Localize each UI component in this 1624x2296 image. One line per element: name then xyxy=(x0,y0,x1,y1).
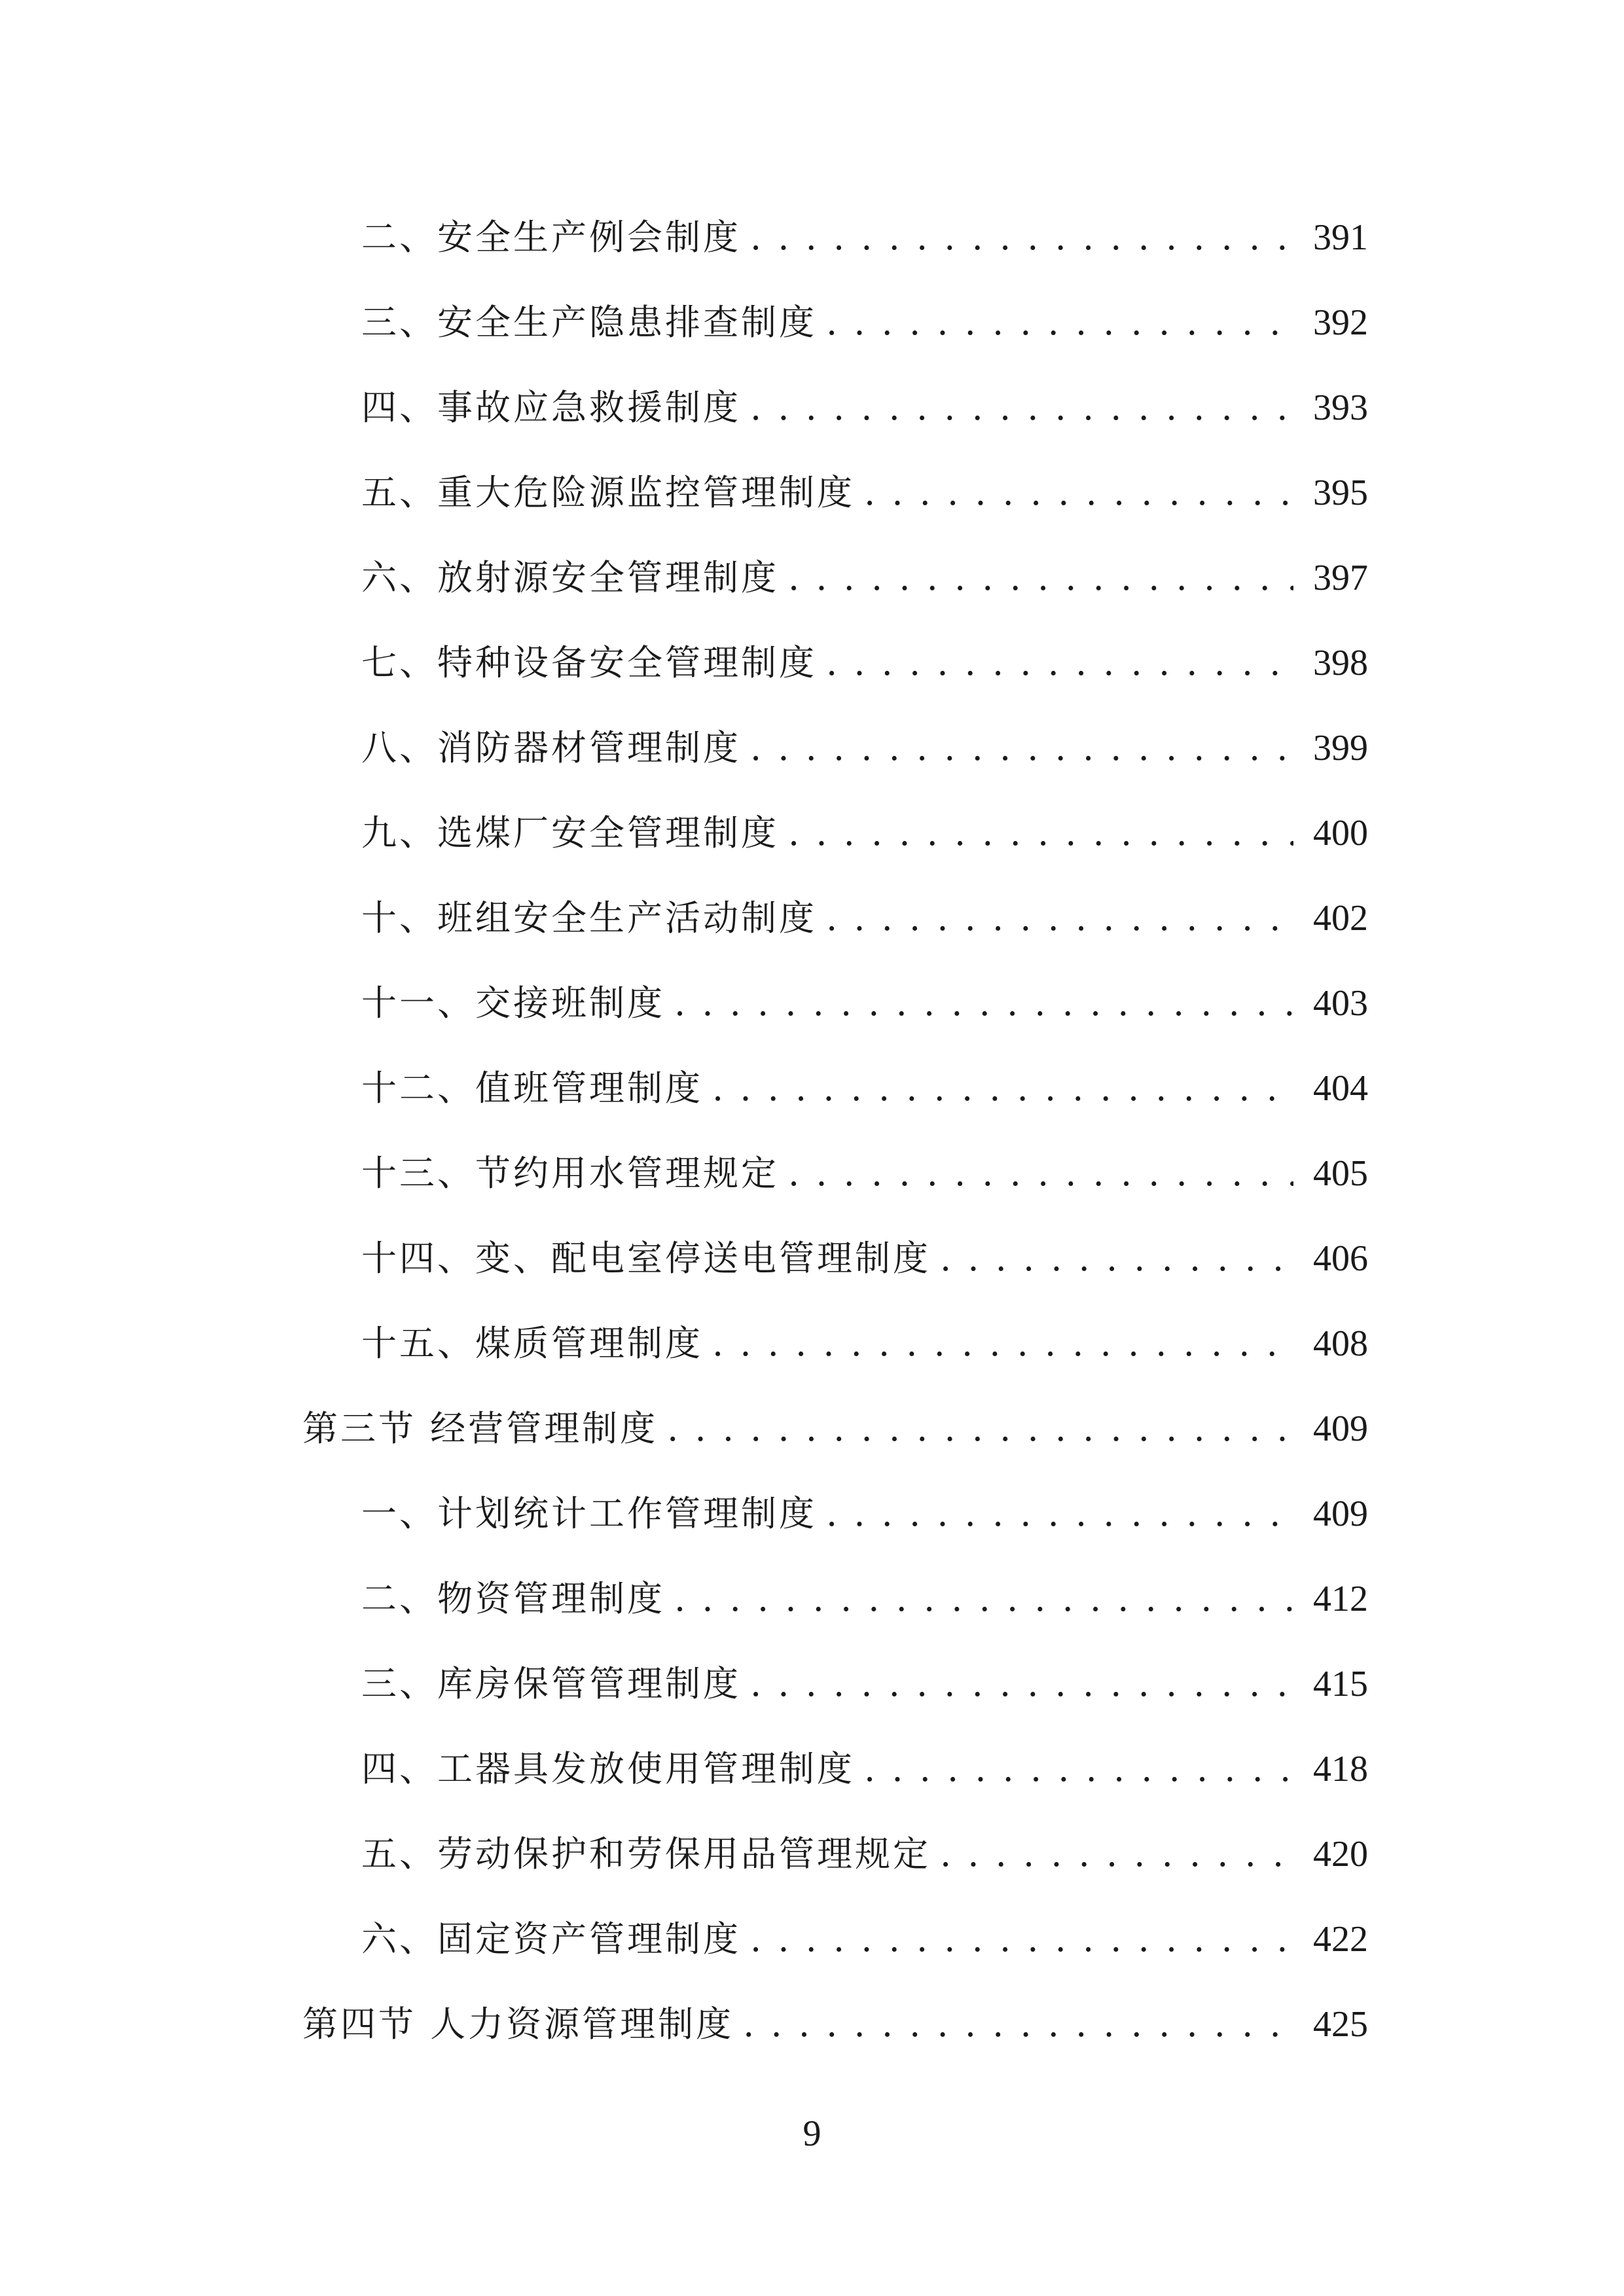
toc-entry-title: 九、选煤厂安全管理制度 xyxy=(361,812,779,853)
toc-entry-title: 三、库房保管管理制度 xyxy=(361,1663,741,1704)
toc-entry-page: 406 xyxy=(1313,1238,1368,1279)
toc-entry[interactable] xyxy=(361,460,1368,526)
toc-entry-page: 405 xyxy=(1313,1153,1368,1194)
toc-entry[interactable] xyxy=(361,1651,1368,1717)
toc-entry-page: 412 xyxy=(1313,1579,1368,1619)
toc-entry-page: 418 xyxy=(1313,1749,1368,1789)
toc-entry-title: 第三节 经营管理制度 xyxy=(302,1408,659,1449)
toc-leader-dots xyxy=(750,1651,1293,1717)
toc-entry[interactable] xyxy=(361,1566,1368,1632)
toc-entry-title: 十三、节约用水管理规定 xyxy=(361,1153,779,1194)
toc-entry-page: 420 xyxy=(1313,1834,1368,1874)
toc-entry-page: 400 xyxy=(1313,813,1368,853)
toc-entry-title: 四、工器具发放使用管理制度 xyxy=(361,1748,855,1789)
toc-entry-page: 415 xyxy=(1313,1664,1368,1704)
toc-entry-title: 二、物资管理制度 xyxy=(361,1578,665,1619)
toc-leader-dots xyxy=(940,1226,1293,1291)
toc-section-entry[interactable] xyxy=(302,1396,1368,1462)
toc-entry-title: 十五、煤质管理制度 xyxy=(361,1323,703,1364)
toc-leader-dots xyxy=(788,1141,1293,1206)
toc-entry-title: 三、安全生产隐患排查制度 xyxy=(361,302,817,343)
toc-entry[interactable] xyxy=(361,1736,1368,1802)
toc-leader-dots xyxy=(750,1907,1293,1972)
toc-leader-dots xyxy=(750,715,1293,781)
toc-entry-page: 422 xyxy=(1313,1919,1368,1960)
toc-entry-page: 397 xyxy=(1313,558,1368,598)
toc-entry-title: 四、事故应急救援制度 xyxy=(361,387,741,428)
page-number: 9 xyxy=(803,2113,821,2154)
toc-leader-dots xyxy=(788,545,1293,611)
toc-entry-title: 十二、值班管理制度 xyxy=(361,1067,703,1109)
toc-entry-page: 408 xyxy=(1313,1323,1368,1364)
toc-entry[interactable] xyxy=(361,630,1368,696)
toc-entry-title: 五、劳动保护和劳保用品管理规定 xyxy=(361,1833,931,1874)
toc-entry[interactable] xyxy=(361,375,1368,440)
toc-entry[interactable] xyxy=(361,1821,1368,1887)
toc-entry-page: 395 xyxy=(1313,473,1368,513)
toc-leader-dots xyxy=(674,1566,1293,1632)
toc-leader-dots xyxy=(674,971,1293,1036)
toc-leader-dots xyxy=(712,1056,1293,1121)
toc-entry[interactable] xyxy=(361,1141,1368,1206)
toc-leader-dots xyxy=(864,1736,1293,1802)
toc-entry-page: 404 xyxy=(1313,1068,1368,1109)
toc-leader-dots xyxy=(667,1396,1293,1462)
toc-entry-title: 七、特种设备安全管理制度 xyxy=(361,642,817,683)
toc-entry-page: 391 xyxy=(1313,217,1368,258)
toc-leader-dots xyxy=(826,886,1293,951)
toc-entry[interactable] xyxy=(361,715,1368,781)
toc-entry-page: 425 xyxy=(1313,2004,1368,2045)
toc-entry-title: 八、消防器材管理制度 xyxy=(361,727,741,768)
toc-entry[interactable] xyxy=(361,800,1368,866)
toc-entry-title: 十一、交接班制度 xyxy=(361,982,665,1024)
toc-entry[interactable] xyxy=(361,1907,1368,1972)
toc-entry-title: 十、班组安全生产活动制度 xyxy=(361,897,817,939)
toc-entry-page: 398 xyxy=(1313,643,1368,683)
toc-entry[interactable] xyxy=(361,1481,1368,1547)
toc-entry-page: 399 xyxy=(1313,728,1368,768)
toc-entry-page: 409 xyxy=(1313,1408,1368,1449)
toc-entry[interactable] xyxy=(361,545,1368,611)
toc-entry-title: 五、重大危险源监控管理制度 xyxy=(361,472,855,513)
toc-entry-title: 六、固定资产管理制度 xyxy=(361,1918,741,1960)
toc-leader-dots xyxy=(826,290,1293,355)
toc-entry-title: 六、放射源安全管理制度 xyxy=(361,557,779,598)
toc-entry[interactable] xyxy=(361,290,1368,355)
toc-entry-page: 392 xyxy=(1313,302,1368,343)
toc-leader-dots xyxy=(940,1821,1293,1887)
toc-leader-dots xyxy=(826,630,1293,696)
toc-entry-title: 二、安全生产例会制度 xyxy=(361,217,741,258)
toc-entry-page: 393 xyxy=(1313,387,1368,428)
toc-leader-dots xyxy=(864,460,1293,526)
toc-entry-page: 402 xyxy=(1313,898,1368,939)
toc-leader-dots xyxy=(712,1311,1293,1376)
toc-entry[interactable] xyxy=(361,971,1368,1036)
toc-leader-dots xyxy=(750,375,1293,440)
toc-entry[interactable] xyxy=(361,205,1368,270)
toc-leader-dots xyxy=(788,800,1293,866)
toc-entry-title: 十四、变、配电室停送电管理制度 xyxy=(361,1238,931,1279)
toc-leader-dots xyxy=(743,1992,1293,2057)
toc-section-entry[interactable] xyxy=(302,1992,1368,2057)
toc-entry[interactable] xyxy=(361,886,1368,951)
toc-entry-title: 第四节 人力资源管理制度 xyxy=(302,2003,734,2045)
toc-entry[interactable] xyxy=(361,1226,1368,1291)
toc-entry-page: 409 xyxy=(1313,1494,1368,1534)
toc-entry-page: 403 xyxy=(1313,983,1368,1024)
toc-leader-dots xyxy=(750,205,1293,270)
toc-entry[interactable] xyxy=(361,1056,1368,1121)
toc-leader-dots xyxy=(826,1481,1293,1547)
toc-entry[interactable] xyxy=(361,1311,1368,1376)
toc-entry-title: 一、计划统计工作管理制度 xyxy=(361,1493,817,1534)
